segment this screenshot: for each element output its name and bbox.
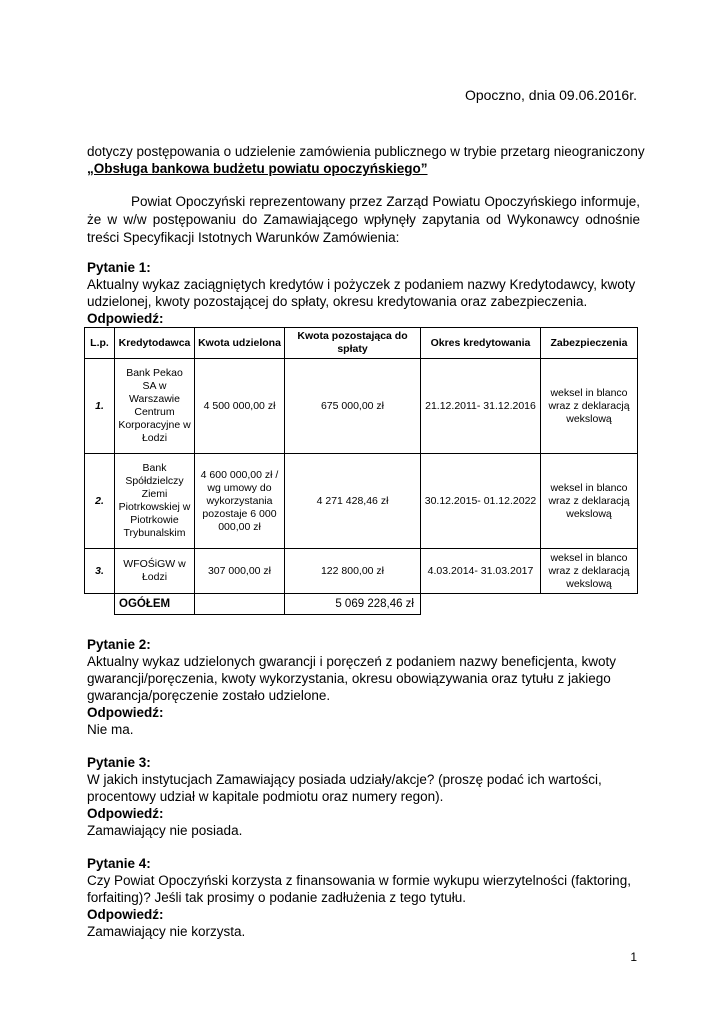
table-row <box>85 359 638 454</box>
table-total-row <box>85 594 638 615</box>
total-spacer <box>85 594 115 615</box>
cell-remaining: 4 271 428,46 zł <box>285 454 421 549</box>
question-text: Czy Powiat Opoczyński korzysta z finansowania w formie wykupu wierzytelności (faktoring, forfaiting)? Jeśli tak prosimy o podanie zadłużenia z tego tytułu. <box>87 873 631 905</box>
page-number: 1 <box>630 950 637 964</box>
question-title: Pytanie 4: <box>87 856 151 871</box>
credits-table <box>84 327 638 615</box>
answer-label: Odpowiedź: <box>87 311 164 326</box>
cell-remaining: 122 800,00 zł <box>285 549 421 594</box>
cell-lender: Bank Pekao SA w Warszawie Centrum Korporacyjne w Łodzi <box>115 359 195 454</box>
total-spacer <box>421 594 541 615</box>
header-remaining: Kwota pozostająca do spłaty <box>285 328 421 359</box>
answer-label: Odpowiedź: <box>87 907 164 922</box>
total-spacer <box>541 594 638 615</box>
answer-label: Odpowiedź: <box>87 806 164 821</box>
question-3 <box>87 754 647 839</box>
cell-security: weksel in blanco wraz z deklaracją wekslową <box>541 359 638 454</box>
subject-line: dotyczy postępowania o udzielenie zamówienia publicznego w trybie przetarg nieograniczony <box>87 144 645 159</box>
question-title: Pytanie 2: <box>87 637 151 652</box>
header-lp: L.p. <box>85 328 115 359</box>
intro-paragraph: Powiat Opoczyński reprezentowany przez Zarząd Powiatu Opoczyńskiego informuje, że w w/w postępowaniu do Zamawiającego wpłynęły zapytania od Wykonawcy odnośnie treści Specyfikacji Istotnych Warunków Zamówienia: <box>87 194 640 245</box>
cell-lp: 3. <box>85 549 115 594</box>
question-4 <box>87 855 647 940</box>
header-granted: Kwota udzielona <box>195 328 285 359</box>
question-text: Aktualny wykaz udzielonych gwarancji i poręczeń z podaniem nazwy beneficjenta, kwoty gwarancji/poręczenia, kwoty wykorzystania, okresu obowiązywania oraz tytułu z jakiego gwarancja/poręczenie zostało udzielone. <box>87 654 617 703</box>
table-row <box>85 549 638 594</box>
cell-security: weksel in blanco wraz z deklaracją wekslową <box>541 549 638 594</box>
cell-granted: 4 500 000,00 zł <box>195 359 285 454</box>
total-label: OGÓŁEM <box>115 594 195 615</box>
answer-text: Zamawiający nie korzysta. <box>87 924 246 939</box>
question-text: Aktualny wykaz zaciągniętych kredytów i pożyczek z podaniem nazwy Kredytodawcy, kwoty udzielonej, kwoty pozostającej do spłaty, okresu kredytowania oraz zabezpieczenia. <box>87 277 636 309</box>
cell-remaining: 675 000,00 zł <box>285 359 421 454</box>
cell-lp: 2. <box>85 454 115 549</box>
question-title: Pytanie 3: <box>87 755 151 770</box>
cell-period: 4.03.2014- 31.03.2017 <box>421 549 541 594</box>
question-1 <box>87 259 647 327</box>
question-title: Pytanie 1: <box>87 260 151 275</box>
question-2 <box>87 636 647 738</box>
cell-lender: Bank Spółdzielczy Ziemi Piotrkowskiej w Piotrkowie Trybunalskim <box>115 454 195 549</box>
cell-period: 30.12.2015- 01.12.2022 <box>421 454 541 549</box>
cell-lp: 1. <box>85 359 115 454</box>
cell-lender: WFOŚiGW w Łodzi <box>115 549 195 594</box>
cell-period: 21.12.2011- 31.12.2016 <box>421 359 541 454</box>
answer-text: Nie ma. <box>87 722 134 737</box>
cell-granted: 4 600 000,00 zł / wg umowy do wykorzystania pozostaje 6 000 000,00 zł <box>195 454 285 549</box>
answer-text: Zamawiający nie posiada. <box>87 823 243 838</box>
question-text: W jakich instytucjach Zamawiający posiada udziały/akcje? (proszę podać ich wartości, procentowy udział w kapitale podmiotu oraz numery regon). <box>87 772 602 804</box>
place-date: Opoczno, dnia 09.06.2016r. <box>464 87 637 103</box>
header-security: Zabezpieczenia <box>541 328 638 359</box>
subject <box>87 143 647 177</box>
header-lender: Kredytodawca <box>115 328 195 359</box>
answer-label: Odpowiedź: <box>87 705 164 720</box>
table-header-row <box>85 328 638 359</box>
cell-security: weksel in blanco wraz z deklaracją wekslową <box>541 454 638 549</box>
header-period: Okres kredytowania <box>421 328 541 359</box>
total-granted-empty <box>195 594 285 615</box>
total-remaining: 5 069 228,46 zł <box>285 594 421 615</box>
table-row <box>85 454 638 549</box>
subject-title: „Obsługa bankowa budżetu powiatu opoczyńskiego” <box>87 161 428 176</box>
cell-granted: 307 000,00 zł <box>195 549 285 594</box>
